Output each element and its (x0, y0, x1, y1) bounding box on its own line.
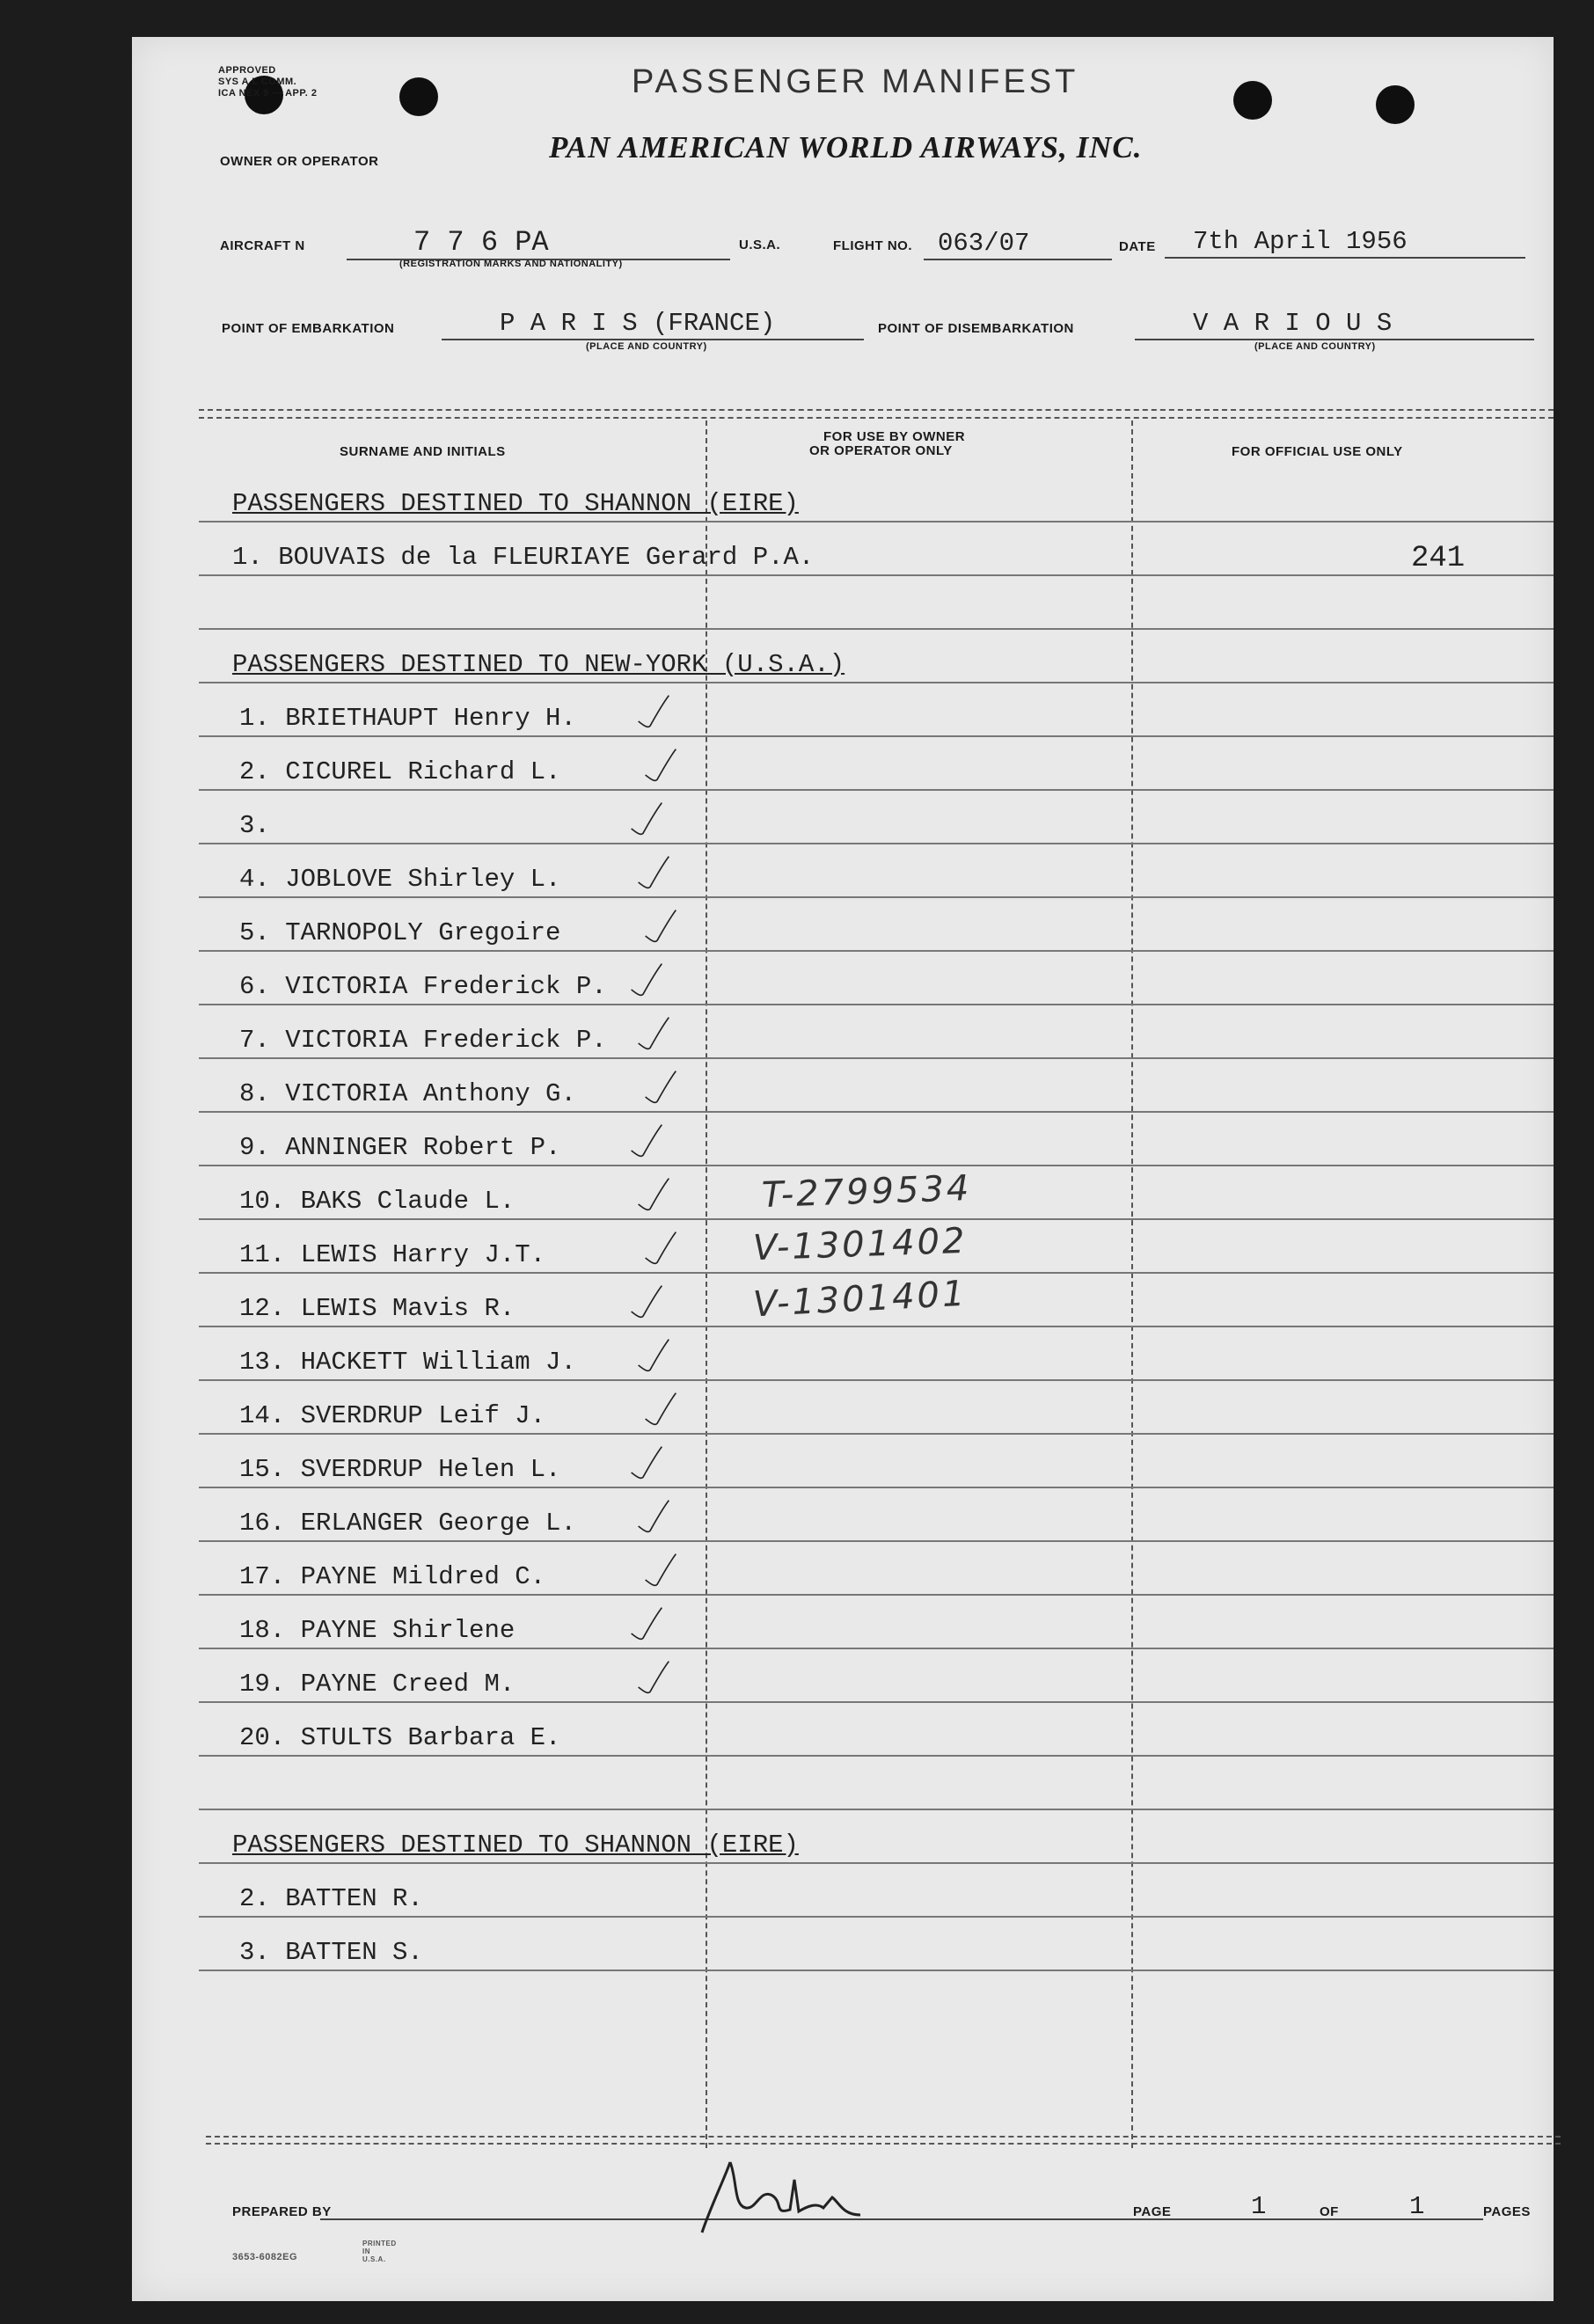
flight-no-value: 063/07 (938, 229, 1030, 258)
passenger-entry: 4. JOBLOVE Shirley L. (239, 865, 561, 894)
row-rule (199, 1218, 1554, 1220)
aircraft-label: AIRCRAFT N (220, 238, 305, 253)
passenger-entry: 6. VICTORIA Frederick P. (239, 972, 607, 1001)
checkmark-icon (643, 901, 678, 954)
date-value: 7th April 1956 (1193, 227, 1408, 256)
owner-label: OWNER OR OPERATOR (220, 154, 379, 169)
page-label: PAGE (1133, 2204, 1172, 2219)
prepared-by-label: PREPARED BY (232, 2204, 332, 2219)
passenger-entry: 9. ANNINGER Robert P. (239, 1133, 561, 1162)
row-rule (199, 735, 1554, 737)
passenger-entry: 1. BOUVAIS de la FLEURIAYE Gerard P.A. (232, 543, 815, 572)
embarkation-label: POINT OF EMBARKATION (222, 321, 395, 336)
checkmark-icon (643, 1545, 678, 1597)
page-total: 1 (1409, 2192, 1425, 2221)
punch-hole (1233, 81, 1272, 120)
passenger-entry: 16. ERLANGER George L. (239, 1509, 576, 1538)
official-use-entry: 241 (1411, 542, 1466, 575)
passenger-entry: 8. VICTORIA Anthony G. (239, 1079, 576, 1108)
row-rule (199, 1165, 1554, 1166)
aircraft-value: 7 7 6 PA (413, 226, 549, 259)
printed-note: PRINTED IN U.S.A. (362, 2240, 397, 2263)
row-rule (199, 1540, 1554, 1542)
row-rule (199, 1701, 1554, 1703)
row-rule (199, 1755, 1554, 1757)
checkmark-icon (636, 1008, 671, 1061)
row-rule (199, 521, 1554, 523)
passenger-entry: 18. PAYNE Shirlene (239, 1616, 515, 1645)
column-header-official: FOR OFFICIAL USE ONLY (1232, 444, 1403, 459)
passenger-entry: 13. HACKETT William J. (239, 1348, 576, 1377)
row-rule (199, 1862, 1554, 1864)
checkmark-icon (636, 1652, 671, 1705)
checkmark-icon (629, 954, 664, 1007)
row-rule (199, 1326, 1554, 1327)
section-heading: PASSENGERS DESTINED TO SHANNON (EIRE) (232, 489, 799, 518)
checkmark-icon (636, 686, 671, 739)
passenger-entry: 10. BAKS Claude L. (239, 1187, 515, 1216)
signature (676, 2145, 878, 2241)
owner-use-entry: V-1301402 (752, 1220, 969, 1269)
row-rule (199, 1004, 1554, 1005)
row-rule (199, 1594, 1554, 1596)
place-note: (PLACE AND COUNTRY) (1254, 341, 1376, 352)
passenger-entry: 15. SVERDRUP Helen L. (239, 1455, 561, 1484)
row-rule (199, 950, 1554, 952)
row-rule (199, 1111, 1554, 1113)
punch-hole (1376, 85, 1415, 124)
column-header-owner: FOR USE BY OWNER (823, 429, 966, 444)
passenger-entry: 17. PAYNE Mildred C. (239, 1562, 546, 1591)
date-label: DATE (1119, 239, 1156, 254)
owner-use-entry: V-1301401 (751, 1273, 969, 1326)
checkmark-icon (643, 1062, 678, 1114)
approval-line: SYS A L COMM. (218, 77, 297, 87)
checkmark-icon (629, 1437, 664, 1490)
passenger-entry: 7. VICTORIA Frederick P. (239, 1026, 607, 1055)
checkmark-icon (629, 1276, 664, 1329)
country-label: U.S.A. (739, 238, 781, 252)
passenger-entry: 1. BRIETHAUPT Henry H. (239, 704, 576, 733)
manifest-sheet (132, 37, 1554, 2301)
column-header-owner: OR OPERATOR ONLY (809, 443, 953, 458)
flight-label: FLIGHT NO. (833, 238, 912, 253)
passenger-entry: 12. LEWIS Mavis R. (239, 1294, 515, 1323)
passenger-entry: 20. STULTS Barbara E. (239, 1723, 561, 1752)
disembarkation-value: V A R I O U S (1193, 309, 1393, 338)
checkmark-icon (643, 1223, 678, 1275)
passenger-entry: 3. (239, 811, 270, 840)
passenger-entry: 11. LEWIS Harry J.T. (239, 1240, 546, 1269)
checkmark-icon (629, 1598, 664, 1651)
column-header-surname: SURNAME AND INITIALS (340, 444, 506, 459)
disembarkation-label: POINT OF DISEMBARKATION (878, 321, 1074, 336)
of-label: OF (1320, 2204, 1339, 2219)
embarkation-value: P A R I S (FRANCE) (500, 309, 776, 338)
passenger-entry: 2. BATTEN R. (239, 1884, 423, 1913)
checkmark-icon (643, 740, 678, 793)
row-rule (199, 896, 1554, 898)
passenger-entry: 19. PAYNE Creed M. (239, 1670, 515, 1699)
row-rule (199, 682, 1554, 683)
checkmark-icon (636, 847, 671, 900)
pages-label: PAGES (1483, 2204, 1531, 2219)
checkmark-icon (636, 1330, 671, 1383)
checkmark-icon (629, 1115, 664, 1168)
passenger-entry: 5. TARNOPOLY Gregoire (239, 918, 561, 947)
row-rule (199, 1970, 1554, 1971)
row-rule (199, 1648, 1554, 1649)
passenger-entry: 3. BATTEN S. (239, 1938, 423, 1967)
row-rule (199, 1057, 1554, 1059)
section-heading: PASSENGERS DESTINED TO NEW-YORK (U.S.A.) (232, 650, 845, 679)
approval-line: ICA NEX 9 — APP. 2 (218, 88, 318, 99)
form-number: 3653-6082EG (232, 2252, 297, 2262)
checkmark-icon (636, 1491, 671, 1544)
punch-hole (399, 77, 438, 116)
registration-note: (REGISTRATION MARKS AND NATIONALITY) (399, 259, 623, 269)
row-rule (199, 1916, 1554, 1918)
row-rule (199, 1272, 1554, 1274)
row-rule (199, 1379, 1554, 1381)
row-rule (199, 1487, 1554, 1488)
checkmark-icon (636, 1169, 671, 1222)
company-name: PAN AMERICAN WORLD AIRWAYS, INC. (549, 130, 1143, 164)
approval-line: APPROVED (218, 65, 276, 76)
section-heading: PASSENGERS DESTINED TO SHANNON (EIRE) (232, 1831, 799, 1860)
row-rule (199, 574, 1554, 576)
page-title: PASSENGER MANIFEST (632, 63, 1079, 100)
place-note: (PLACE AND COUNTRY) (586, 341, 707, 352)
passenger-entry: 2. CICUREL Richard L. (239, 757, 561, 786)
row-rule (199, 843, 1554, 844)
row-rule (199, 1809, 1554, 1810)
page-number: 1 (1251, 2192, 1267, 2221)
row-rule (199, 1433, 1554, 1435)
owner-use-entry: T-2799534 (761, 1167, 973, 1217)
checkmark-icon (629, 793, 664, 846)
checkmark-icon (643, 1384, 678, 1436)
row-rule (199, 789, 1554, 791)
passenger-entry: 14. SVERDRUP Leif J. (239, 1401, 546, 1430)
row-rule (199, 628, 1554, 630)
